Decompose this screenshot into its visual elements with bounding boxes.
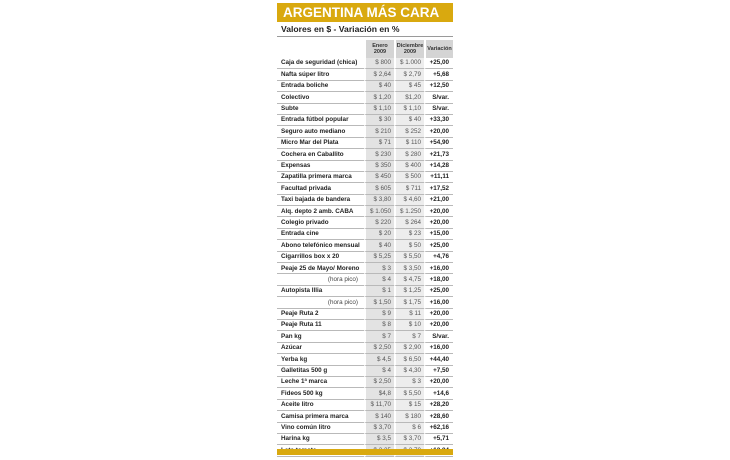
row-value-enero: $ 3,80 [364, 195, 394, 206]
row-value-variacion: +28,60 [424, 411, 453, 422]
table-row [277, 297, 453, 308]
row-value-variacion: +16,00 [424, 263, 453, 274]
row-value-diciembre: $ 45 [394, 81, 424, 92]
row-item-label: Facultad privada [277, 183, 364, 194]
row-value-variacion: +20,00 [424, 320, 453, 331]
row-item-label: Expensas [277, 161, 364, 172]
column-header-variacion: Variación [424, 40, 453, 58]
row-value-variacion: +21,00 [424, 195, 453, 206]
row-value-variacion: +18,00 [424, 274, 453, 285]
row-value-enero: $ 1,20 [364, 92, 394, 103]
row-value-enero: $ 140 [364, 411, 394, 422]
row-value-diciembre: $ 264 [394, 217, 424, 228]
row-value-diciembre: $ 10 [394, 320, 424, 331]
row-value-variacion: +5,71 [424, 434, 453, 445]
table-row [277, 229, 453, 240]
row-value-enero: $ 9 [364, 309, 394, 320]
row-item-label: Azúcar [277, 343, 364, 354]
row-item-label: Caja de seguridad (chica) [277, 58, 364, 69]
row-value-diciembre: $ 1.000 [394, 58, 424, 69]
row-value-enero: $ 230 [364, 149, 394, 160]
row-value-variacion: +16,00 [424, 343, 453, 354]
row-value-variacion: +14,28 [424, 161, 453, 172]
row-item-label: Yerba kg [277, 354, 364, 365]
row-value-variacion: +44,40 [424, 354, 453, 365]
row-value-enero: $4,8 [364, 388, 394, 399]
row-value-diciembre: $ 40 [394, 115, 424, 126]
row-value-variacion: S/var. [424, 104, 453, 115]
row-value-diciembre: $ 1.250 [394, 206, 424, 217]
row-item-label: Abono telefónico mensual [277, 240, 364, 251]
table-row [277, 263, 453, 274]
row-value-variacion: +33,30 [424, 115, 453, 126]
row-value-variacion: +54,90 [424, 138, 453, 149]
row-value-variacion: S/var. [424, 92, 453, 103]
row-value-enero: $ 1,10 [364, 104, 394, 115]
table-row [277, 138, 453, 149]
row-item-label: Harina kg [277, 434, 364, 445]
row-value-enero: $ 3,70 [364, 423, 394, 434]
table-row [277, 377, 453, 388]
row-value-variacion: +20,00 [424, 126, 453, 137]
row-value-enero: $ 1.050 [364, 206, 394, 217]
row-value-variacion: +20,00 [424, 309, 453, 320]
table-header-row [277, 40, 453, 58]
row-value-variacion: +15,00 [424, 229, 453, 240]
bottom-accent-bar [277, 449, 453, 455]
row-value-variacion: +25,00 [424, 286, 453, 297]
row-value-diciembre: $ 23 [394, 229, 424, 240]
page-title: ARGENTINA MÁS CARA [283, 5, 440, 20]
table-row [277, 252, 453, 263]
row-value-enero: $ 220 [364, 217, 394, 228]
row-value-diciembre: $1,20 [394, 92, 424, 103]
row-value-diciembre: $ 1,25 [394, 286, 424, 297]
column-header-enero: Enero 2009 [364, 40, 394, 58]
column-header-diciembre: Diciembre 2009 [394, 40, 424, 58]
row-item-label: Fideos 500 kg [277, 388, 364, 399]
row-item-label: Peaje Ruta 11 [277, 320, 364, 331]
table-row [277, 126, 453, 137]
table-row [277, 366, 453, 377]
row-value-variacion: +11,11 [424, 172, 453, 183]
row-value-variacion: +17,52 [424, 183, 453, 194]
table-row [277, 115, 453, 126]
row-item-label: Entrada boliche [277, 81, 364, 92]
row-value-enero: $ 30 [364, 115, 394, 126]
row-value-diciembre: $ 4,30 [394, 366, 424, 377]
row-item-label: Galletitas 500 g [277, 366, 364, 377]
row-value-diciembre: $ 2,79 [394, 69, 424, 80]
table-row [277, 69, 453, 80]
row-value-variacion: +20,00 [424, 206, 453, 217]
row-value-enero: $ 1 [364, 286, 394, 297]
row-item-label: Cochera en Caballito [277, 149, 364, 160]
row-item-label: Micro Mar del Plata [277, 138, 364, 149]
row-value-enero: $ 210 [364, 126, 394, 137]
row-value-variacion: +4,76 [424, 252, 453, 263]
row-value-enero: $ 1,50 [364, 297, 394, 308]
table-row [277, 104, 453, 115]
row-value-variacion: +25,00 [424, 58, 453, 69]
row-value-variacion: +5,68 [424, 69, 453, 80]
table-row [277, 206, 453, 217]
row-value-enero: $ 605 [364, 183, 394, 194]
table-row [277, 172, 453, 183]
row-item-label: Peaje Ruta 2 [277, 309, 364, 320]
row-value-variacion: +14,6 [424, 388, 453, 399]
row-value-diciembre: $ 5,50 [394, 252, 424, 263]
row-value-diciembre: $ 50 [394, 240, 424, 251]
row-value-enero: $ 20 [364, 229, 394, 240]
row-value-diciembre: $ 4,60 [394, 195, 424, 206]
row-value-enero: $ 5,25 [364, 252, 394, 263]
row-value-enero: $ 8 [364, 320, 394, 331]
table-row [277, 388, 453, 399]
row-value-diciembre: $ 180 [394, 411, 424, 422]
table-body [277, 58, 453, 457]
row-item-label: Leche 1ª marca [277, 377, 364, 388]
row-value-enero: $ 4 [364, 274, 394, 285]
row-value-enero: $ 11,70 [364, 400, 394, 411]
row-value-diciembre: $ 5,50 [394, 388, 424, 399]
row-item-label: Zapatilla primera marca [277, 172, 364, 183]
table-row [277, 400, 453, 411]
row-value-diciembre: $ 15 [394, 400, 424, 411]
table-row [277, 354, 453, 365]
table-row [277, 343, 453, 354]
row-value-diciembre: $ 4,75 [394, 274, 424, 285]
row-item-label: Alq. depto 2 amb. CABA [277, 206, 364, 217]
table-row [277, 274, 453, 285]
row-value-diciembre: $ 2,90 [394, 343, 424, 354]
table-row [277, 320, 453, 331]
row-item-label: Cigarrillos box x 20 [277, 252, 364, 263]
row-value-variacion: +20,00 [424, 217, 453, 228]
table-row [277, 183, 453, 194]
row-value-diciembre: $ 280 [394, 149, 424, 160]
row-value-diciembre: $ 3,70 [394, 434, 424, 445]
table-row [277, 434, 453, 445]
row-item-label: Nafta súper litro [277, 69, 364, 80]
row-value-variacion: +16,00 [424, 297, 453, 308]
row-value-enero: $ 4,5 [364, 354, 394, 365]
row-value-diciembre: $ 400 [394, 161, 424, 172]
row-value-variacion: +20,00 [424, 377, 453, 388]
table-row [277, 195, 453, 206]
row-value-diciembre: $ 3,50 [394, 263, 424, 274]
table-row [277, 149, 453, 160]
table-row [277, 286, 453, 297]
column-header-item [277, 40, 364, 58]
table-row [277, 309, 453, 320]
table-row [277, 217, 453, 228]
row-value-diciembre: $ 6 [394, 423, 424, 434]
row-item-label: Taxi bajada de bandera [277, 195, 364, 206]
row-value-enero: $ 2,50 [364, 343, 394, 354]
row-item-label: Entrada fútbol popular [277, 115, 364, 126]
row-value-variacion: +21,73 [424, 149, 453, 160]
row-value-enero: $ 7 [364, 331, 394, 342]
row-value-diciembre: $ 1,10 [394, 104, 424, 115]
price-table [277, 40, 453, 457]
row-value-enero: $ 350 [364, 161, 394, 172]
row-item-label: Colegio privado [277, 217, 364, 228]
table-row [277, 81, 453, 92]
table-row [277, 58, 453, 69]
row-item-label: Pan kg [277, 331, 364, 342]
row-item-label: Seguro auto mediano [277, 126, 364, 137]
row-value-enero: $ 3 [364, 263, 394, 274]
row-value-diciembre: $ 3 [394, 377, 424, 388]
row-value-diciembre: $ 11 [394, 309, 424, 320]
row-value-enero: $ 2,64 [364, 69, 394, 80]
table-row [277, 423, 453, 434]
row-item-label: (hora pico) [277, 297, 364, 308]
row-value-variacion: +7,50 [424, 366, 453, 377]
row-item-label: (hora pico) [277, 274, 364, 285]
table-row [277, 161, 453, 172]
row-value-enero: $ 40 [364, 81, 394, 92]
row-value-diciembre: $ 1,75 [394, 297, 424, 308]
row-value-enero: $ 40 [364, 240, 394, 251]
table-row [277, 240, 453, 251]
row-value-variacion: +25,00 [424, 240, 453, 251]
row-value-diciembre: $ 500 [394, 172, 424, 183]
row-item-label: Colectivo [277, 92, 364, 103]
row-item-label: Vino común litro [277, 423, 364, 434]
row-value-enero: $ 4 [364, 366, 394, 377]
row-value-diciembre: $ 252 [394, 126, 424, 137]
row-item-label: Camisa primera marca [277, 411, 364, 422]
row-value-diciembre: $ 6,50 [394, 354, 424, 365]
row-item-label: Aceite litro [277, 400, 364, 411]
subtitle: Valores en $ - Variación en % [277, 24, 453, 37]
row-value-variacion: S/var. [424, 331, 453, 342]
row-item-label: Entrada cine [277, 229, 364, 240]
title-bar [277, 3, 453, 22]
row-item-label: Autopista Illia [277, 286, 364, 297]
row-value-enero: $ 3,5 [364, 434, 394, 445]
row-value-enero: $ 71 [364, 138, 394, 149]
table-row [277, 331, 453, 342]
row-item-label: Subte [277, 104, 364, 115]
row-value-diciembre: $ 7 [394, 331, 424, 342]
row-value-diciembre: $ 110 [394, 138, 424, 149]
table-row [277, 411, 453, 422]
row-value-variacion: +12,50 [424, 81, 453, 92]
table-row [277, 92, 453, 103]
row-value-variacion: +62,16 [424, 423, 453, 434]
row-value-enero: $ 2,50 [364, 377, 394, 388]
price-table-panel [277, 3, 453, 457]
row-value-enero: $ 450 [364, 172, 394, 183]
row-value-diciembre: $ 711 [394, 183, 424, 194]
row-value-variacion: +28,20 [424, 400, 453, 411]
row-value-enero: $ 800 [364, 58, 394, 69]
row-item-label: Peaje 25 de Mayo/ Moreno [277, 263, 364, 274]
